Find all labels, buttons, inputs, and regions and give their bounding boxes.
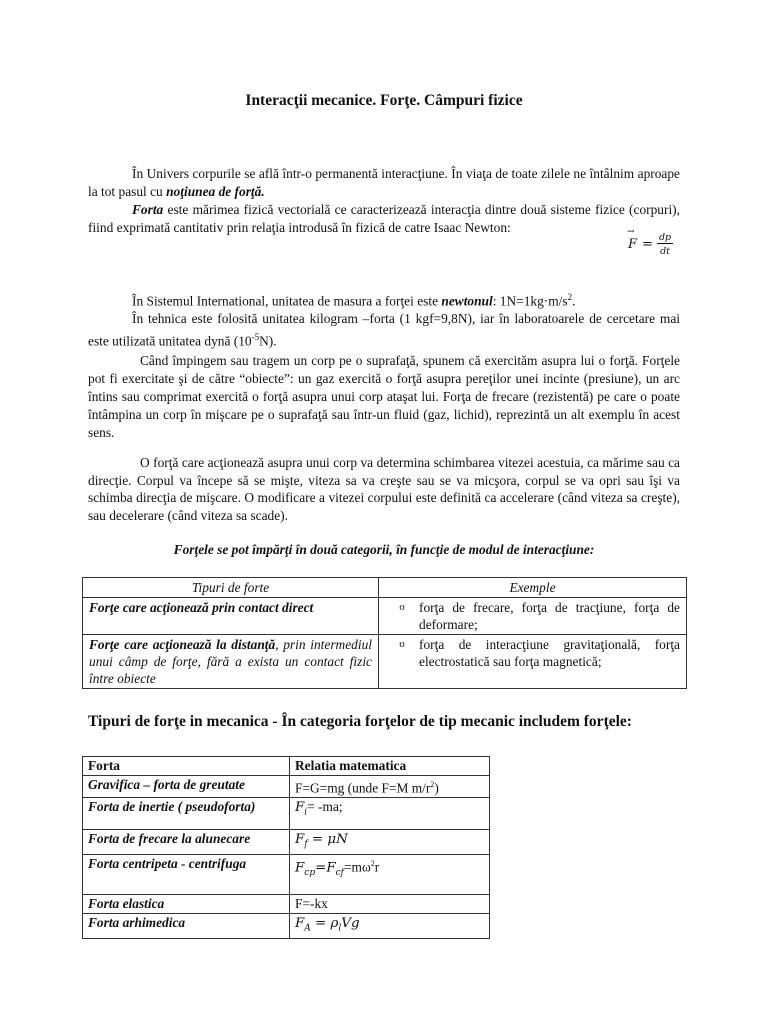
paragraph-units <box>88 288 680 351</box>
table-row <box>83 598 687 635</box>
contact-examples: forţa de frecare, forţa de tracţiune, forţa de deformare; <box>419 600 680 632</box>
header-types: Tipuri de forte <box>83 578 379 598</box>
newton-term: newtonul <box>441 293 493 309</box>
dyne-exponent: -5 <box>251 332 260 343</box>
header-relation: Relatia matematica <box>290 757 490 776</box>
relation-part: Vg <box>341 916 360 932</box>
relation-sub: cp <box>304 868 316 879</box>
table-row <box>83 914 490 939</box>
force-relation <box>290 895 490 914</box>
relation-part: F <box>295 832 305 848</box>
bullet-marker: o <box>399 601 405 613</box>
table-row <box>83 635 687 689</box>
relation-sub: A <box>304 923 311 934</box>
relation-sup: 2 <box>370 859 375 869</box>
relation-sub: f <box>304 840 308 851</box>
distance-forces-title: Forţe care acţionează la distanţă <box>89 637 276 652</box>
force-relation <box>290 830 490 855</box>
force-relation <box>290 914 490 939</box>
si-unit-text: În Sistemul International, unitatea de masura a forţei este <box>132 293 442 309</box>
relation-part: r <box>374 859 380 875</box>
formula-denominator: dt <box>660 246 670 257</box>
table-row <box>83 830 490 855</box>
relation-part: F <box>295 860 305 876</box>
force-name: Forta de inertie ( pseudoforta) <box>83 798 290 830</box>
relation-sup: 2 <box>430 780 435 789</box>
force-name: Forta elastica <box>83 895 290 914</box>
force-categories-table <box>82 577 687 689</box>
categories-heading: Forţele se pot împărţi în două categorii, în funcţie de modul de interacţiune: <box>173 542 595 557</box>
relation-part: F <box>295 800 305 816</box>
contact-forces-cell: Forţe care acţionează prin contact direct <box>83 598 379 635</box>
force-relation <box>290 855 490 895</box>
force-name: Forta centripeta - centrifuga <box>83 855 290 895</box>
table-row <box>83 776 490 798</box>
distance-forces-cell <box>83 635 379 689</box>
relation-part: = -ma; <box>307 799 343 815</box>
formula-equals: = <box>642 237 653 252</box>
relation-part: = μN <box>307 832 348 848</box>
relation-part: =F <box>315 860 336 876</box>
kgf-text-end: N). <box>259 333 277 349</box>
punct: . <box>572 293 576 309</box>
contact-examples-cell <box>379 598 687 635</box>
mechanical-forces-table <box>82 756 490 939</box>
distance-examples-cell <box>379 635 687 689</box>
newton-definition: : 1N=1kg·m/s <box>492 293 568 309</box>
kgf-text: În tehnica este folosită unitatea kilogram –forta (1 kgf=9,8N), iar în laboratoarele de cercetare mai este utilizată unitatea dynă (10 <box>88 311 680 349</box>
relation-part: = ρ <box>310 916 339 932</box>
force-relation <box>290 776 490 798</box>
relation-sub: l <box>338 923 342 934</box>
header-examples: Exemple <box>379 578 687 598</box>
header-force: Forta <box>83 757 290 776</box>
newton-exponent: 2 <box>567 292 573 302</box>
paragraph-intro <box>88 165 680 237</box>
paragraph-velocity <box>88 454 680 524</box>
formula-lhs: → F <box>628 237 637 252</box>
relation-sub: cf <box>335 868 344 879</box>
force-relation <box>290 798 490 830</box>
relation-part: ) <box>434 780 439 796</box>
examples-text: Când împingem sau tragem un corp pe o suprafaţă, spunem că exercităm asupra lui o forţă. Forţele pot fi exercitate şi de către “obiecte”: un gaz exercită o forţă asupra pereţilor unei incinte (presiune), un arc întins sau comprimat exercită o forţă asupra unui corp ataşat lui. Forţa de frecare (rezistentă) pe care o poate întâmpina un corp în mişcare pe o suprafaţă sau într-un fluid (gaz, lichid), reprezintă un alt exemplu în acest sens. <box>88 353 680 440</box>
force-definition: este mărimea fizică vectorială ce caracterizează interacţia dintre două sisteme fizice (corpuri), fiind exprimată cantitativ prin relaţia introdusă în fizică de catre Isaac Newton: <box>88 202 680 235</box>
newton-formula <box>628 232 673 257</box>
force-term: Forta <box>132 202 164 217</box>
relation-sub: i <box>304 808 308 819</box>
distance-examples: forţa de interacţiune gravitaţională, forţa electrostatică sau forţa magnetică; <box>419 637 680 669</box>
relation-part: F=-kx <box>295 896 328 912</box>
velocity-text: O forţă care acţionează asupra unui corp va determina schimbarea vitezei acestuia, ca mărime sau ca direcţie. Corpul va începe să se mişte, viteza sa va creşte sau se va micşora, corpul se va opri sau îşi va schimba direcţia de mişcare. O modificare a vitezei corpului este definită ca accelerare (când viteza sa creşte), sau decelerare (când viteza sa scade). <box>88 455 680 523</box>
page-title: Interacţii mecanice. Forţe. Câmpuri fizice <box>245 92 523 109</box>
force-name: Forta de frecare la alunecare <box>83 830 290 855</box>
formula-numerator: dp <box>658 232 672 243</box>
formula-fraction <box>657 232 673 257</box>
table-header-row <box>83 757 490 776</box>
intro-text: În Univers corpurile se află într-o permanentă interacţiune. În viaţa de toate zilele ne întâlnim aproape la tot pasul cu <box>88 166 680 199</box>
relation-part: =mω <box>344 859 371 875</box>
intro-emphasis: noţiunea de forţă. <box>166 184 265 199</box>
table-row <box>83 895 490 914</box>
mechanics-heading: Tipuri de forţe in mecanica - În categoria forţelor de tip mecanic includem forţele: <box>88 713 632 730</box>
paragraph-examples <box>88 352 680 442</box>
table-row <box>83 855 490 895</box>
force-name: Forta arhimedica <box>83 914 290 939</box>
bullet-marker: o <box>399 638 405 650</box>
relation-part: F <box>295 916 305 932</box>
force-name: Gravifica – forta de greutate <box>83 776 290 798</box>
relation-part: F=G=mg (unde F=M m/r <box>295 780 431 796</box>
table-row <box>83 798 490 830</box>
distance-forces-desc: , prin intermediul unui câmp de forţe, fără a exista un contact fizic între obiecte <box>89 637 372 686</box>
table-header-row <box>83 578 687 598</box>
